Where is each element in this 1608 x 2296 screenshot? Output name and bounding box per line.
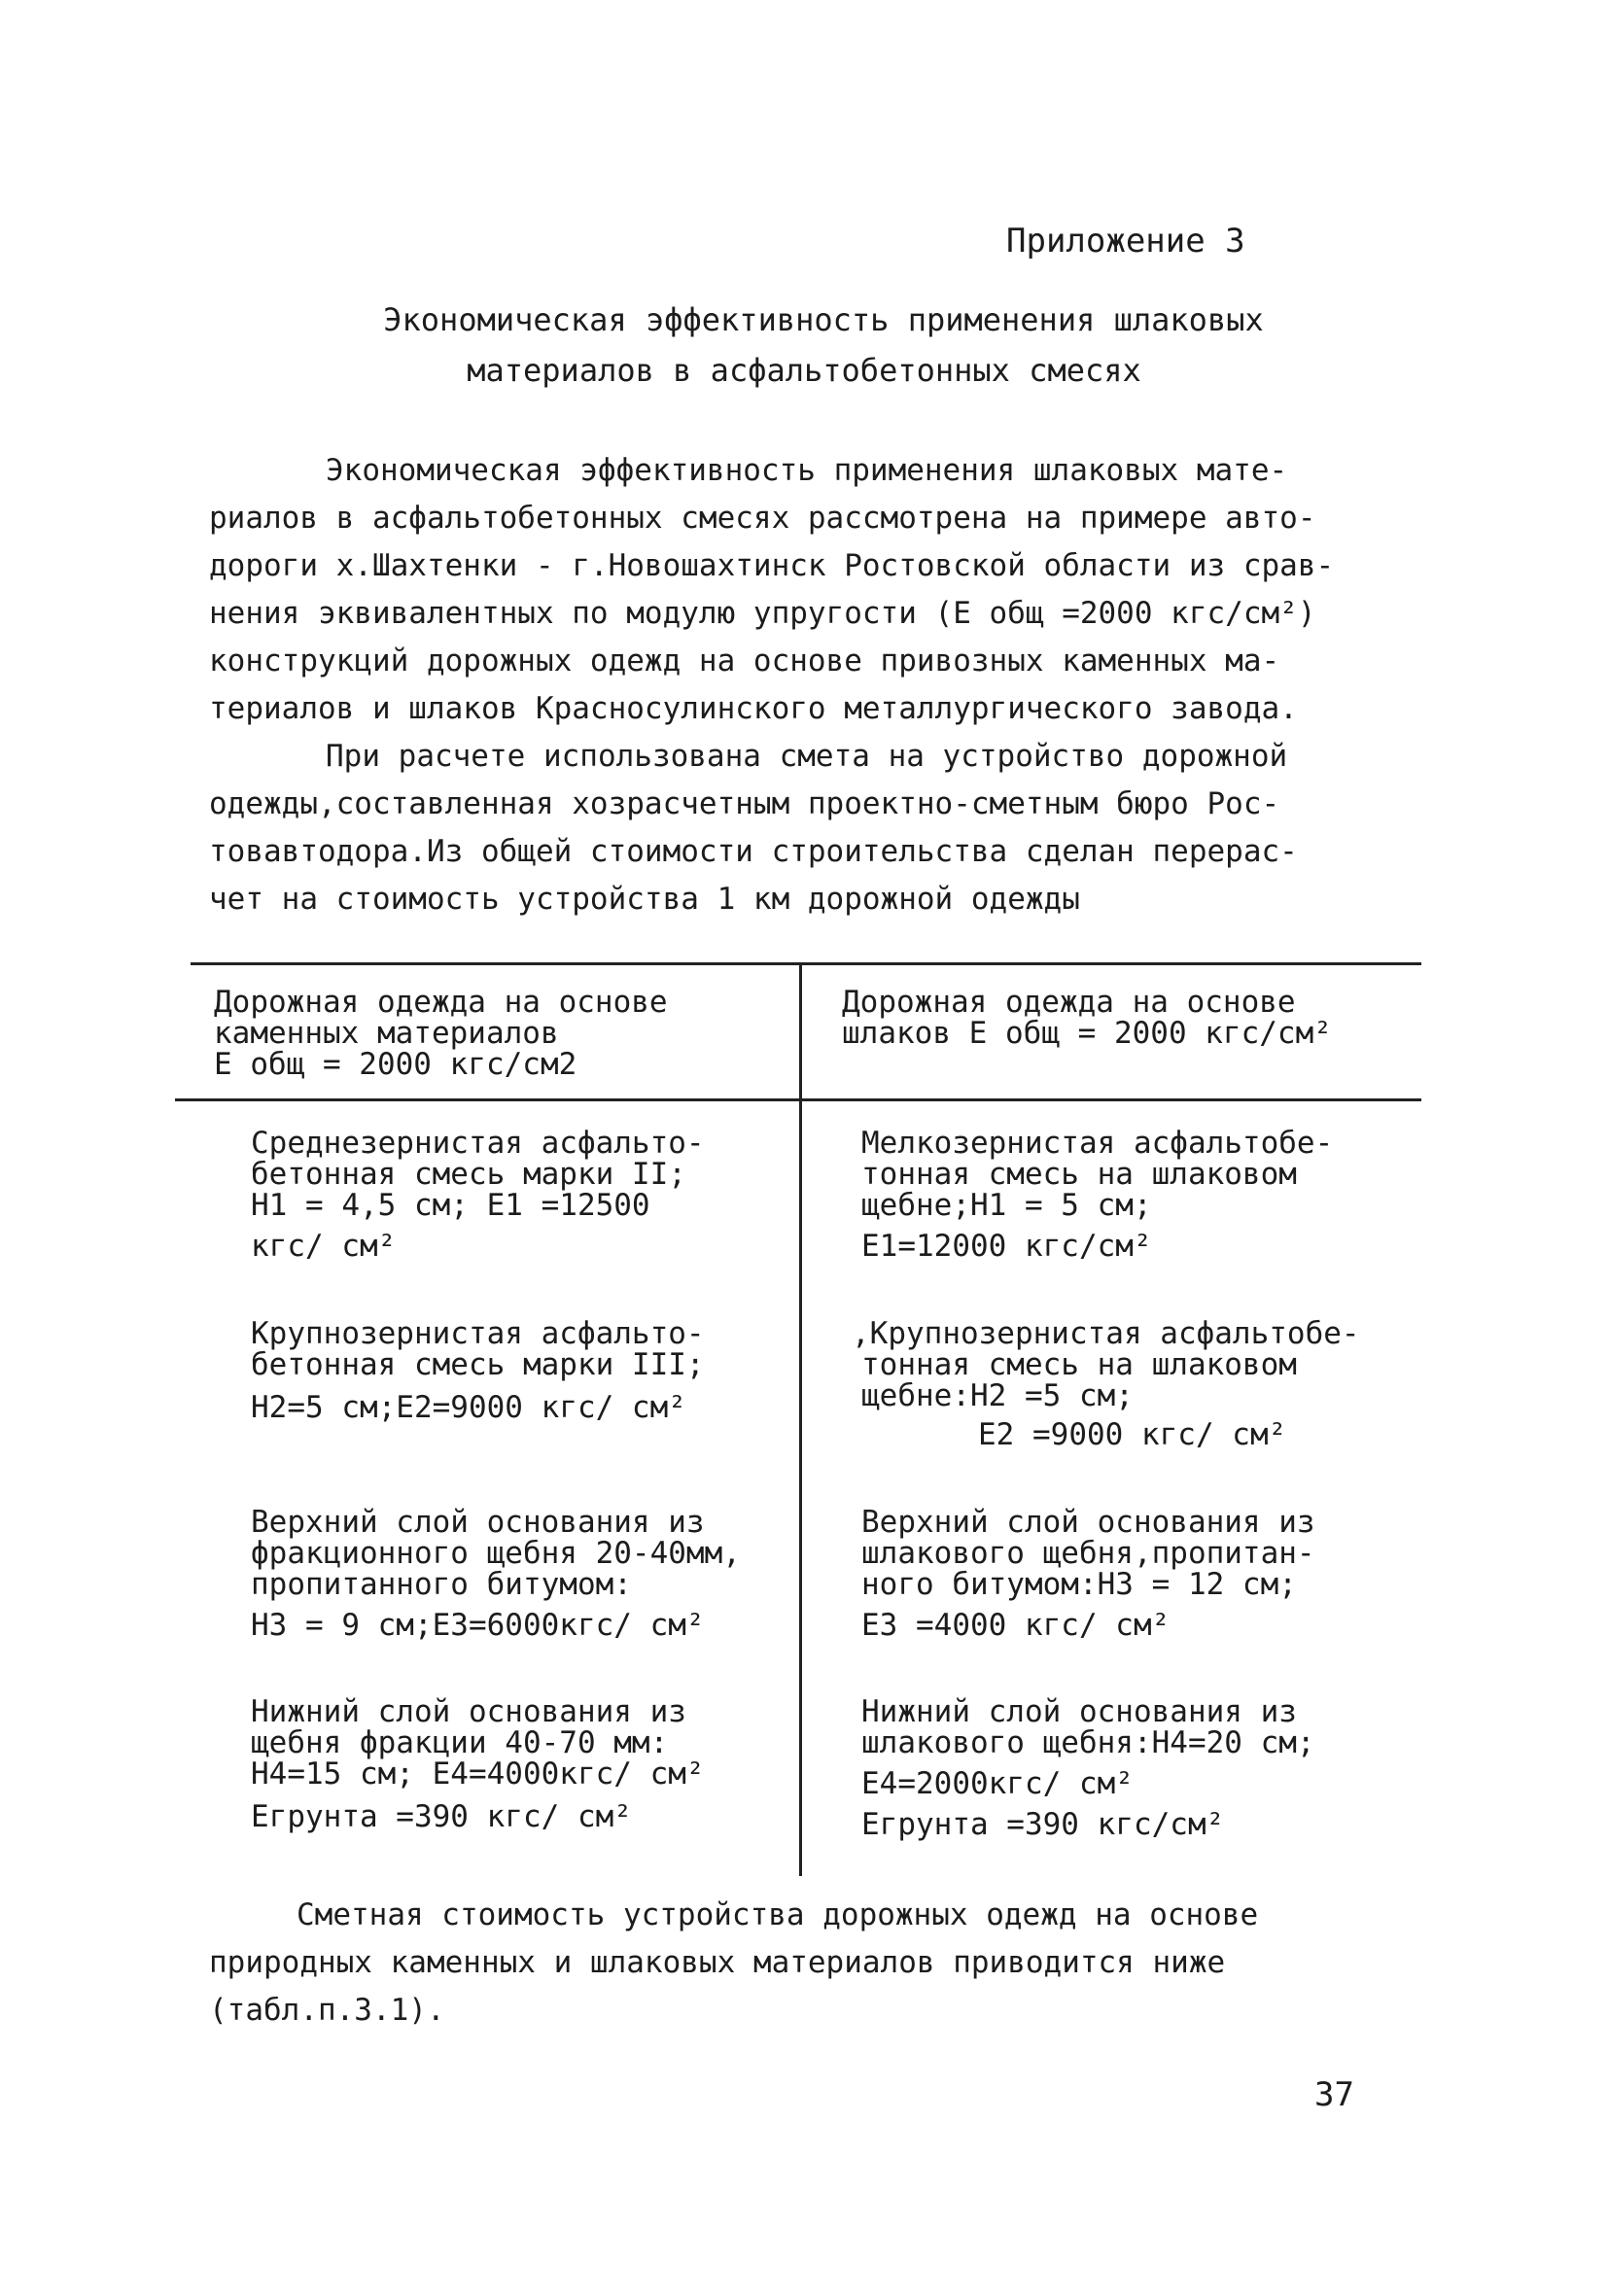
- layer-line: бетонная смесь марки II;: [251, 1157, 686, 1192]
- paragraph-line: (табл.п.3.1).: [209, 1993, 445, 2028]
- layer-line: ,Крупнозернистая асфальтобе-: [852, 1316, 1360, 1351]
- layer-line: Нижний слой основания из: [861, 1694, 1297, 1729]
- page-number: 37: [1314, 2075, 1354, 2114]
- layer-line: тонная смесь на шлаковом: [861, 1157, 1297, 1192]
- table-column-divider: [799, 962, 802, 1876]
- layer-line: пропитанного битумом:: [251, 1567, 632, 1602]
- right-layer-3: [861, 1507, 1315, 1641]
- paragraph-line: Экономическая эффективность применения шлаковых мате-: [326, 453, 1288, 488]
- table-header-left: [214, 987, 668, 1080]
- layer-line: Верхний слой основания из: [861, 1505, 1315, 1540]
- layer-line: H3 = 9 см;E3=6000кгс/ см²: [251, 1608, 705, 1643]
- paragraph-line: товавтодора.Из общей стоимости строительства сделан перерас-: [209, 834, 1298, 869]
- layer-line: щебне:H2 =5 см;: [861, 1378, 1134, 1413]
- header-line: шлаков Е общ = 2000 кгс/см²: [842, 1016, 1332, 1051]
- paragraph-line: одежды,составленная хозрасчетным проектно-сметным бюро Рос-: [209, 786, 1280, 821]
- header-line: Дорожная одежда на основе: [214, 985, 668, 1020]
- layer-line: ного битумом:H3 = 12 см;: [861, 1567, 1297, 1602]
- paragraph-line: териалов и шлаков Красносулинского металлургического завода.: [209, 691, 1298, 726]
- layer-line: Мелкозернистая асфальтобе-: [861, 1126, 1334, 1161]
- paragraph-line: чет на стоимость устройства 1 км дорожной одежды: [209, 882, 1080, 917]
- layer-line: E1=12000 кгс/см²: [861, 1229, 1152, 1264]
- table-top-rule: [191, 962, 1421, 965]
- layer-line: щебня фракции 40-70 мм:: [251, 1725, 669, 1760]
- layer-line: шлакового щебня,пропитан-: [861, 1536, 1315, 1571]
- layer-line: тонная смесь на шлаковом: [861, 1347, 1297, 1382]
- paragraph-line: природных каменных и шлаковых материалов приводится ниже: [209, 1945, 1226, 1980]
- right-layer-1: [861, 1128, 1333, 1262]
- layer-line: кгс/ см²: [251, 1229, 397, 1264]
- closing-paragraph: [209, 1892, 1258, 2035]
- layer-line: H2=5 см;E2=9000 кгс/ см²: [251, 1390, 686, 1425]
- left-layer-1: [251, 1128, 705, 1262]
- header-line: Дорожная одежда на основе: [842, 985, 1296, 1020]
- layer-line: Верхний слой основания из: [251, 1505, 705, 1540]
- paragraph-line: При расчете использована смета на устройство дорожной: [326, 739, 1288, 774]
- layer-line: Среднезернистая асфальто-: [251, 1126, 705, 1161]
- intro-paragraph: [209, 447, 1444, 733]
- layer-line: H4=15 см; E4=4000кгс/ см²: [251, 1757, 705, 1792]
- left-layer-4: [251, 1696, 705, 1832]
- left-layer-3: [251, 1507, 741, 1641]
- paragraph-line: нения эквивалентных по модулю упругости (Е общ =2000 кгс/см²): [209, 596, 1316, 631]
- paragraph-line: риалов в асфальтобетонных смесях рассмотрена на примере авто-: [209, 501, 1316, 536]
- paragraph-line: Сметная стоимость устройства дорожных одежд на основе: [297, 1897, 1259, 1932]
- layer-line: Eгрунта =390 кгс/см²: [861, 1807, 1225, 1842]
- layer-line: Eгрунта =390 кгс/ см²: [251, 1799, 632, 1834]
- appendix-label: Приложение 3: [1006, 222, 1245, 261]
- layer-line: шлакового щебня:H4=20 см;: [861, 1725, 1315, 1760]
- layer-line: бетонная смесь марки III;: [251, 1347, 705, 1382]
- header-line: каменных материалов: [214, 1016, 559, 1051]
- layer-line: щебне;H1 = 5 см;: [861, 1188, 1152, 1223]
- layer-line: Крупнозернистая асфальто-: [251, 1316, 705, 1351]
- header-line: Е общ = 2000 кгс/см2: [214, 1047, 577, 1082]
- right-layer-4: [861, 1696, 1315, 1840]
- table-header-right: [842, 987, 1332, 1049]
- table-header-rule: [175, 1098, 1421, 1101]
- layer-line: Нижний слой основания из: [251, 1694, 686, 1729]
- layer-line: фракционного щебня 20-40мм,: [251, 1536, 741, 1571]
- right-layer-2: [852, 1318, 1360, 1450]
- calculation-paragraph: [209, 733, 1444, 923]
- layer-line: H1 = 4,5 см; E1 =12500: [251, 1188, 650, 1223]
- paragraph-line: дороги х.Шахтенки - г.Новошахтинск Ростовской области из срав-: [209, 548, 1335, 583]
- left-layer-2: [251, 1318, 705, 1423]
- document-title-line-1: Экономическая эффективность применения шлаковых: [383, 301, 1264, 338]
- layer-line: E2 =9000 кгс/ см²: [978, 1417, 1287, 1452]
- paragraph-line: конструкций дорожных одежд на основе привозных каменных ма-: [209, 644, 1280, 678]
- layer-line: E4=2000кгс/ см²: [861, 1766, 1134, 1801]
- document-title-line-2: материалов в асфальтобетонных смесях: [467, 352, 1141, 389]
- layer-line: E3 =4000 кгс/ см²: [861, 1608, 1171, 1643]
